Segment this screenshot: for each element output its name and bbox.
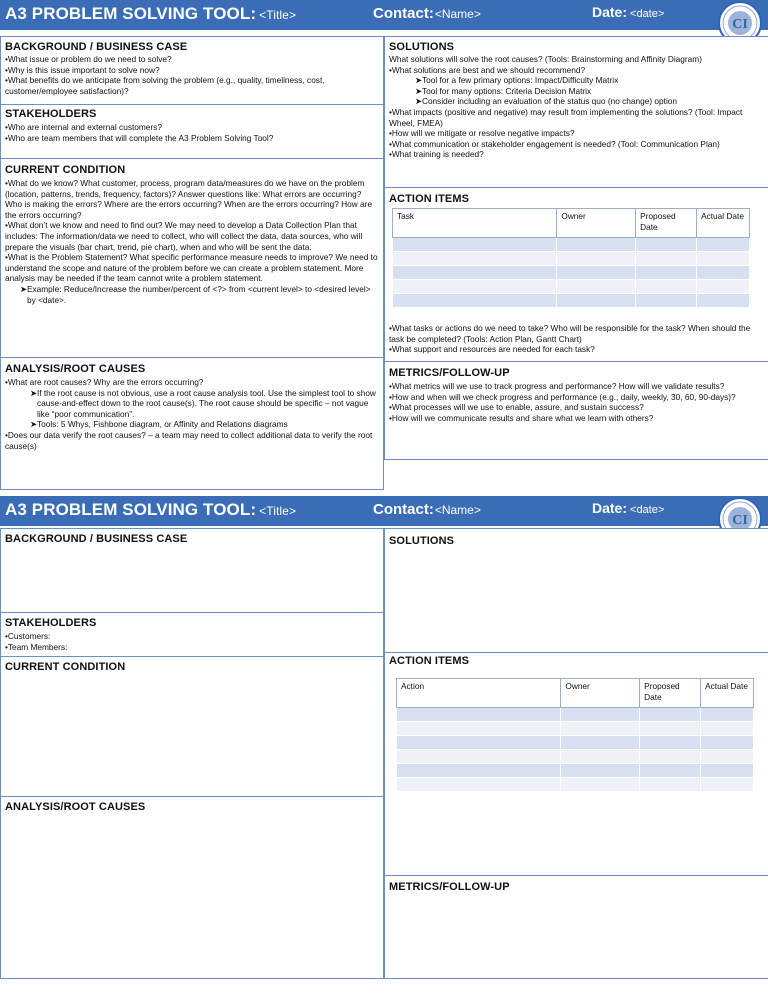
- col-proposed-date: Proposed Date: [636, 209, 697, 238]
- action-items-table: [396, 678, 754, 792]
- solutions-body: What solutions will solve the root causes? (Tools: Brainstorming and Affinity Diagram) •What solutions are best and we should recommend? ➤Tool for a few primary options: Impact/Difficulty Matrix ➤Tool for many options: Criteria Decision Matrix ➤Consider including an evaluation of the status quo (no change) option •What impacts (positive and negative) may result from implementing the solutions? (Tool: Impact Wheel, FMEA) •How will we mitigate or resolve negative impacts? •What communication or stakeholder engagement is needed? (Tool: Communication Plan) •What training is needed?: [389, 54, 743, 160]
- stakeholders-title: STAKEHOLDERS: [5, 617, 97, 629]
- metrics-section[interactable]: [384, 875, 768, 979]
- header-contact: Contact:<Name>: [373, 501, 481, 518]
- header-contact: Contact:<Name>: [373, 5, 481, 22]
- current-condition-body: •What do we know? What customer, process, program data/measures do we have on the problem (location, patterns, trends, frequency, factors)? Answer questions like: What errors are occurring? Who is making the errors? Where are the errors occurring? When are the errors occurring? How are the errors occurring? •What don’t we know and need to find out? We may need to develop a Data Collection Plan that includes: The information/data we need to collect, who will collect the data, data sources, who will prepare the visuals (bar chart, trend, pie chart), when and who will be sent the data. •What is the Problem Statement? What specific performance measure needs to improve? We need to understand the scope and nature of the problem before we can create a problem statement. More analysis may be needed if the team cannot write a problem statement. ➤Example: Reduce/Increase the number/percent of <?> from <current level> to <desired level> by <date>.: [5, 178, 380, 305]
- table-header-row: [393, 209, 750, 238]
- contact-field[interactable]: <Name>: [434, 7, 481, 21]
- col-task: Task: [393, 209, 557, 238]
- table-row[interactable]: [393, 294, 750, 308]
- action-items-title: ACTION ITEMS: [389, 193, 470, 205]
- background-title: BACKGROUND / BUSINESS CASE: [5, 41, 188, 53]
- table-row[interactable]: [397, 722, 754, 736]
- solutions-section: [384, 36, 768, 188]
- date-field[interactable]: <date>: [630, 8, 665, 20]
- header-tool-title: A3 PROBLEM SOLVING TOOL: <Title>: [5, 500, 297, 519]
- action-items-section[interactable]: [384, 652, 768, 876]
- background-section: [0, 36, 384, 105]
- stakeholders-body: [5, 631, 380, 652]
- current-condition-title: CURRENT CONDITION: [5, 164, 126, 176]
- a3-template-page: [0, 496, 768, 994]
- stakeholders-body: •Who are internal and external customers? •Who are team members that will complete the A3 Problem Solving Tool?: [5, 122, 274, 143]
- stakeholders-section[interactable]: [0, 612, 384, 662]
- team-members-label: •Team Members:: [5, 641, 68, 652]
- stakeholders-section: [0, 104, 384, 159]
- analysis-body: •What are root causes? Why are the errors occurring? ➤If the root cause is not obvious, use a root cause analysis tool. Use the simplest tool to show cause-and-effect down to the root cause(s). The root cause should be specific – not vague like “poor communication”. ➤Tools: 5 Whys, Fishbone diagram, or Affinity and Relations diagrams •Does our data verify the root causes? – a team may need to collect additional data to verify the root cause(s): [5, 377, 376, 451]
- solutions-title: SOLUTIONS: [389, 535, 455, 547]
- date-field[interactable]: <date>: [630, 504, 665, 516]
- table-row[interactable]: [397, 778, 754, 792]
- current-condition-section: [0, 158, 384, 358]
- header-tool-title: A3 PROBLEM SOLVING TOOL: <Title>: [5, 4, 297, 23]
- table-row[interactable]: [397, 708, 754, 722]
- metrics-body: •What metrics will we use to track progress and performance? How will we validate results? •How and when will we check progress and performance (e.g., daily, weekly, 30, 60, 90-days)? •What processes will we use to enable, assure, and sustain success? •How will we communicate results and share what we learn with others?: [389, 381, 736, 423]
- col-action: Action: [397, 679, 561, 708]
- table-row[interactable]: [397, 750, 754, 764]
- col-owner: Owner: [561, 679, 640, 708]
- metrics-section: [384, 361, 768, 460]
- header-date: Date: <date>: [592, 4, 665, 20]
- title-field[interactable]: <Title>: [259, 8, 297, 22]
- solutions-section[interactable]: [384, 528, 768, 653]
- col-actual-date: Actual Date: [697, 209, 750, 238]
- title-field[interactable]: <Title>: [259, 504, 297, 518]
- action-items-body: •What tasks or actions do we need to take? Who will be responsible for the task? When should the task be completed? (Tools: Action Plan, Gantt Chart) •What support and resources are needed for each task?: [389, 323, 751, 355]
- background-body: •What issue or problem do we need to solve? •Why is this issue important to solve now? •What benefits do we anticipate from solving the problem (e.g., quality, timeliness, cost, customer/employee satisfaction)?: [5, 54, 325, 96]
- table-row[interactable]: [393, 280, 750, 294]
- header-date: Date: <date>: [592, 500, 665, 516]
- analysis-section: [0, 357, 384, 490]
- example-line: ➤Example: Reduce/Increase the number/percent of <?> from <current level> to <desired level> by <date>.: [20, 283, 371, 305]
- metrics-title: METRICS/FOLLOW-UP: [389, 367, 510, 379]
- col-owner: Owner: [557, 209, 636, 238]
- action-items-section: [384, 187, 768, 362]
- background-section[interactable]: [0, 528, 384, 613]
- analysis-title: ANALYSIS/ROOT CAUSES: [5, 363, 146, 375]
- analysis-section[interactable]: [0, 796, 384, 979]
- svg-text:CI: CI: [732, 513, 748, 528]
- table-row[interactable]: [393, 252, 750, 266]
- solutions-title: SOLUTIONS: [389, 41, 455, 53]
- stakeholders-title: STAKEHOLDERS: [5, 108, 97, 120]
- table-row[interactable]: [393, 266, 750, 280]
- current-condition-title: CURRENT CONDITION: [5, 661, 126, 673]
- svg-text:CI: CI: [732, 17, 748, 32]
- action-items-title: ACTION ITEMS: [389, 655, 470, 667]
- action-items-table: [392, 208, 750, 308]
- customers-label: •Customers:: [5, 631, 51, 641]
- metrics-title: METRICS/FOLLOW-UP: [389, 881, 510, 893]
- header-bar: [0, 0, 768, 30]
- col-proposed-date: Proposed Date: [640, 679, 701, 708]
- header-bar: [0, 496, 768, 526]
- a3-guide-page: [0, 0, 768, 490]
- col-actual-date: Actual Date: [701, 679, 754, 708]
- table-header-row: [397, 679, 754, 708]
- analysis-title: ANALYSIS/ROOT CAUSES: [5, 801, 146, 813]
- contact-field[interactable]: <Name>: [434, 503, 481, 517]
- table-row[interactable]: [397, 736, 754, 750]
- current-condition-section[interactable]: [0, 656, 384, 797]
- background-title: BACKGROUND / BUSINESS CASE: [5, 533, 188, 545]
- table-row[interactable]: [393, 238, 750, 252]
- table-row[interactable]: [397, 764, 754, 778]
